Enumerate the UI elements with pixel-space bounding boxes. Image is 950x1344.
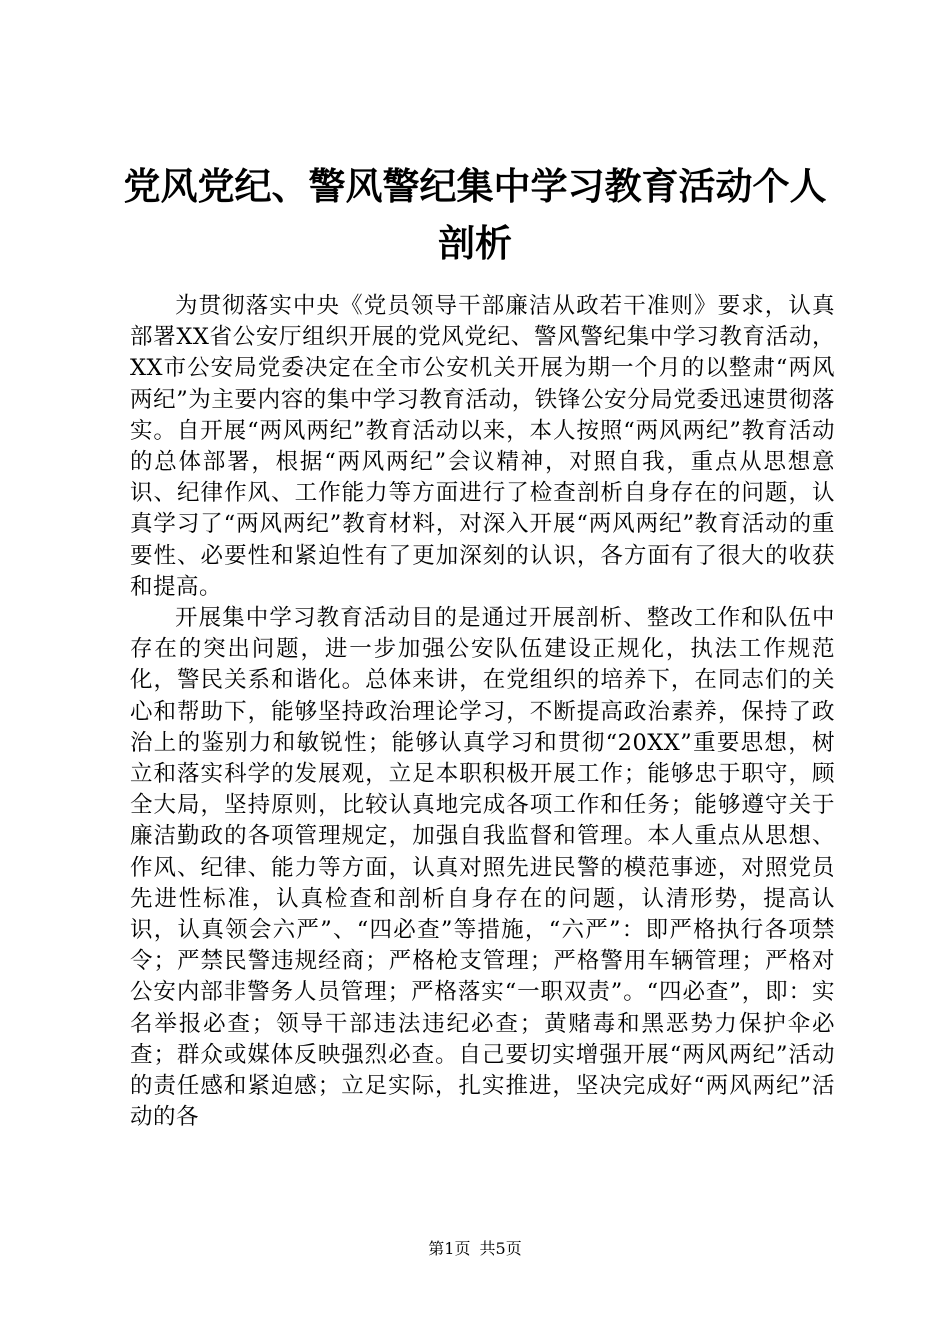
page-total: 共5页 <box>479 1239 522 1258</box>
document-body <box>130 291 835 1133</box>
page-footer <box>0 1239 950 1259</box>
page-number: 第1页 <box>428 1239 471 1258</box>
document-title: 党风党纪、警风警纪集中学习教育活动个人剖析 <box>123 164 827 265</box>
paragraph-1: 为贯彻落实中央《党员领导干部廉洁从政若干准则》要求，认真部署XX省公安厅组织开展的党风党纪、警风警纪集中学习教育活动，XX市公安局党委决定在全市公安机关开展为期一个月的以整肃“两风两纪”为主要内容的集中学习教育活动，铁锋公安分局党委迅速贯彻落实。自开展“两风两纪”教育活动以来，本人按照“两风两纪”教育活动的总体部署，根据“两风两纪”会议精神，对照自我，重点从思想意识、纪律作风、工作能力等方面进行了检查剖析自身存在的问题，认真学习了“两风两纪”教育材料，对深入开展“两风两纪”教育活动的重要性、必要性和紧迫性有了更加深刻的认识，各方面有了很大的收获和提高。 <box>130 293 835 600</box>
paragraph-2: 开展集中学习教育活动目的是通过开展剖析、整改工作和队伍中存在的突出问题，进一步加强公安队伍建设正规化，执法工作规范化，警民关系和谐化。总体来讲，在党组织的培养下，在同志们的关心和帮助下，能够坚持政治理论学习，不断提高政治素养，保持了政治上的鉴别力和敏锐性；能够认真学习和贯彻“20XX”重要思想，树立和落实科学的发展观，立足本职积极开展工作；能够忠于职守，顾全大局，坚持原则，比较认真地完成各项工作和任务；能够遵守关于廉洁勤政的各项管理规定，加强自我监督和管理。本人重点从思想、作风、纪律、能力等方面，认真对照先进民警的模范事迹，对照党员先进性标准，认真检查和剖析自身存在的问题，认清形势，提高认识，认真领会六严”、“四必查”等措施，“六严”：即严格执行各项禁令；严禁民警违规经商；严格枪支管理；严格警用车辆管理；严格对公安内部非警务人员管理；严格落实“一职双责”。“四必查”，即：实名举报必查；领导干部违法违纪必查；黄赌毒和黑恶势力保护伞必查；群众或媒体反映强烈必查。自己要切实增强开展“两风两纪”活动的责任感和紧迫感；立足实际，扎实推进，坚决完成好“两风两纪”活动的各 <box>130 605 835 1131</box>
